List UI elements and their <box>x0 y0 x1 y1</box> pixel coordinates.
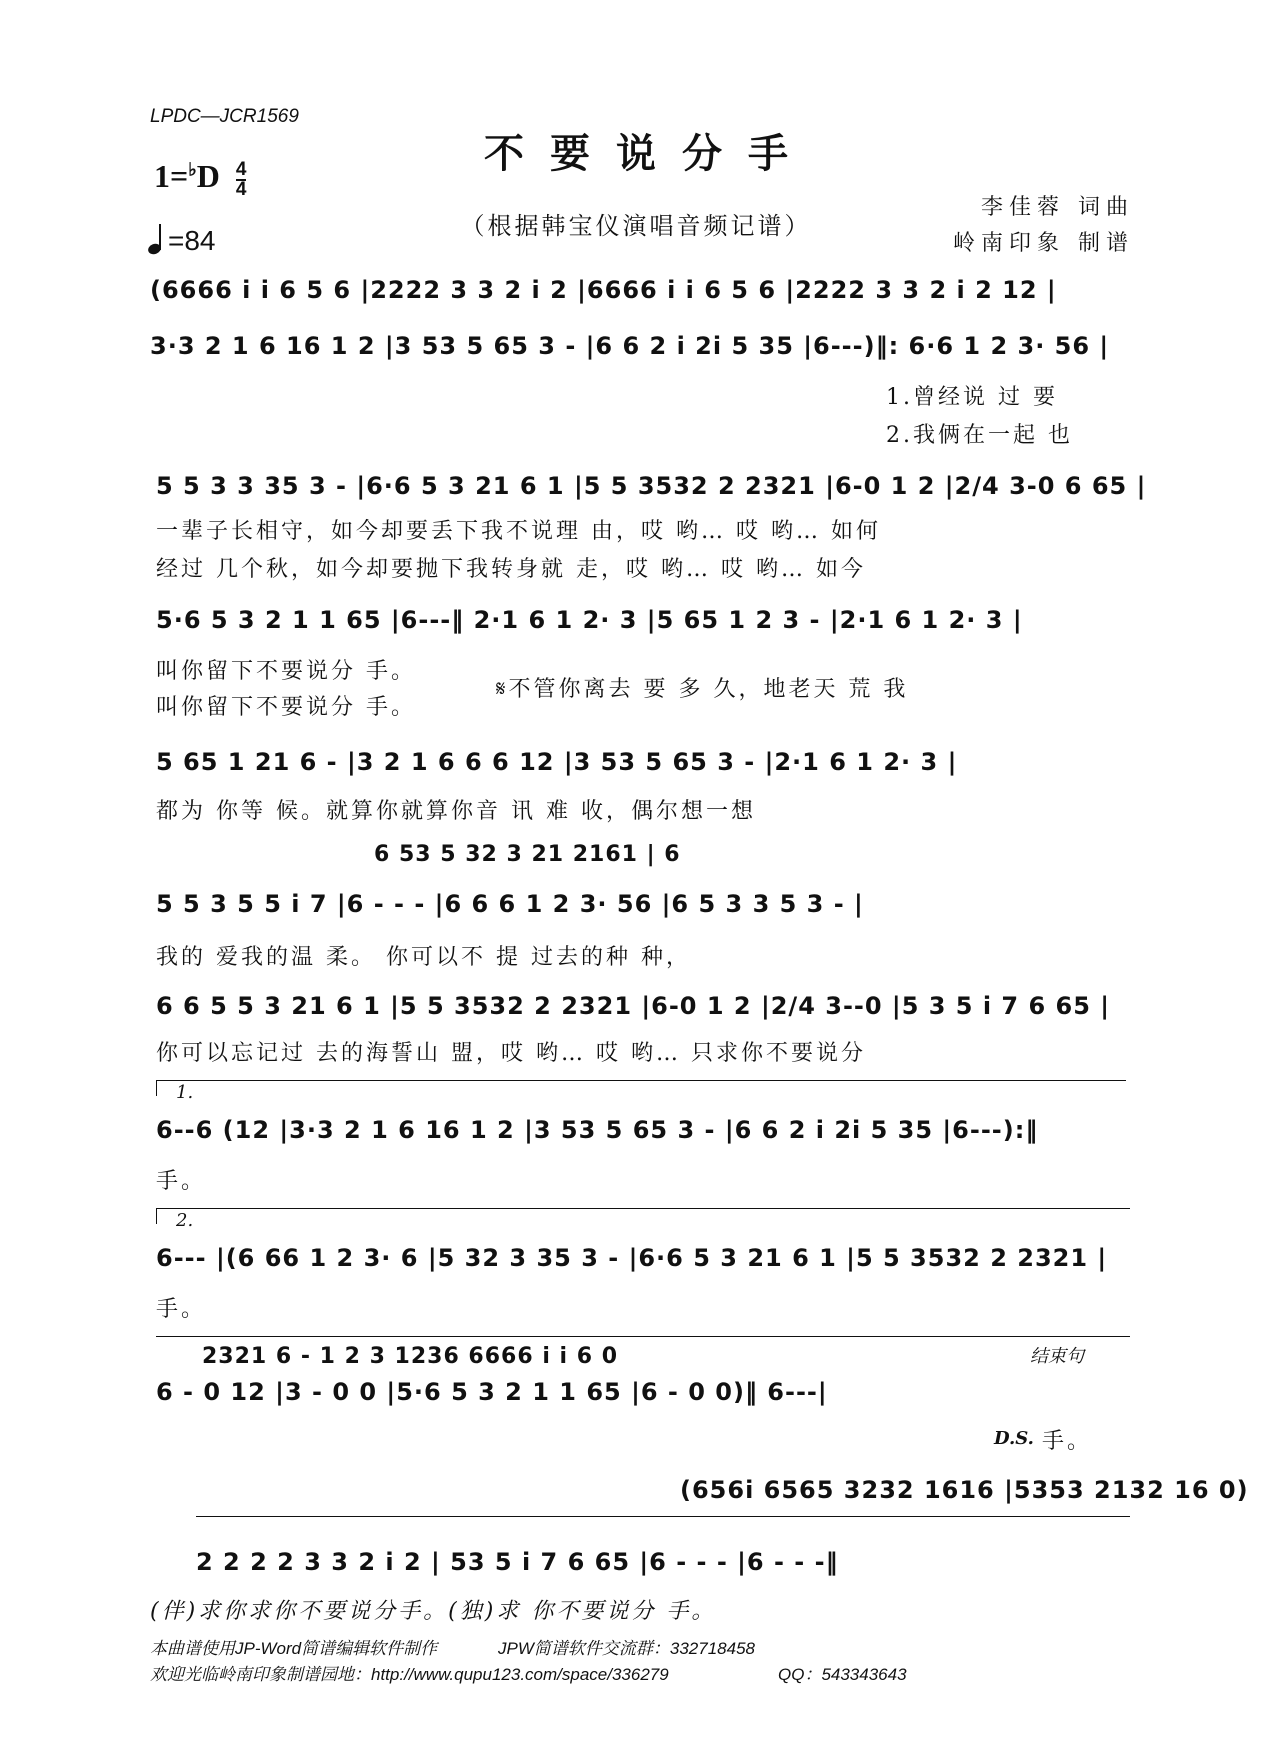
score-line: 6--- |(6 66 1 2 3· 6 |5 32 3 35 3 - |6·6 5 3 21 6 1 |5 5 3532 2 2321 | <box>156 1244 1108 1272</box>
lyric-line: 手。 <box>1042 1429 1093 1454</box>
lyric-line-chorus: 𝄋不管你离去 要 多 久，地老天 荒 我 <box>496 677 909 702</box>
lyric-line: 2.我俩在一起 也 <box>886 423 1073 448</box>
score-line: 5·6 5 3 2 1 1 65 |6---‖ 2·1 6 1 2· 3 |5 65 1 2 3 - |2·1 6 1 2· 3 | <box>156 606 1023 634</box>
volta-label: 2. <box>176 1210 194 1231</box>
lyric-line: 手。 <box>156 1169 207 1194</box>
lyric-line: (伴)求你求你不要说分手。(独)求 你不要说分 手。 <box>150 1599 717 1624</box>
volta-bracket <box>156 1080 1126 1081</box>
time-signature <box>235 158 247 200</box>
score-line: 2 2 2 2 3 3 2 i 2 | 53 5 i 7 6 65 |6 - - - |6 - - -‖ <box>196 1548 839 1576</box>
flat-sign: ♭ <box>188 159 197 180</box>
score-line: 5 5 3 5 5 i 7 |6 - - - |6 6 6 1 2 3· 56 |6 5 3 3 5 3 - | <box>156 890 864 918</box>
lyric-line: 叫你留下不要说分 手。 <box>156 695 416 720</box>
lyric-line: 手。 <box>156 1297 207 1322</box>
ds-marking: D.S. <box>994 1428 1034 1449</box>
lyric-line: 我的 爱我的温 柔。 你可以不 提 过去的种 种， <box>156 945 691 970</box>
footer-group: JPW简谱软件交流群：332718458 <box>498 1639 755 1658</box>
ossia-line: 2321 6 - 1 2 3 1236 6666 i i 6 0 <box>202 1344 619 1369</box>
score-line: 5 65 1 21 6 - |3 2 1 6 6 6 12 |3 53 5 65 3 - |2·1 6 1 2· 3 | <box>156 748 958 776</box>
footer-software: 本曲谱使用JP-Word简谱编辑软件制作 <box>150 1639 438 1658</box>
credit-score: 岭南印象 制谱 <box>953 231 1134 256</box>
ossia-line: 6 53 5 32 3 21 2161 | 6 <box>374 842 681 867</box>
score-line: 6 - 0 12 |3 - 0 0 |5·6 5 3 2 1 1 65 |6 - 0 0)‖ 6---| <box>156 1378 828 1406</box>
lyric-line: 叫你留下不要说分 手。 <box>156 659 416 684</box>
footer-qq: QQ：543343643 <box>778 1665 907 1684</box>
staff-divider <box>156 1336 1130 1337</box>
volta-label: 1. <box>176 1082 194 1103</box>
score-line: 5 5 3 3 35 3 - |6·6 5 3 21 6 1 |5 5 3532 2 2321 |6-0 1 2 |2/4 3-0 6 65 | <box>156 472 1147 500</box>
key-signature <box>154 158 246 199</box>
score-line: 6 6 5 5 3 21 6 1 |5 5 3532 2 2321 |6-0 1 2 |2/4 3--0 |5 3 5 i 7 6 65 | <box>156 992 1111 1020</box>
ending-label: 结束句 <box>1030 1346 1084 1367</box>
lyric-line: 你可以忘记过 去的海誓山 盟，哎 哟… 哎 哟… 只求你不要说分 <box>156 1041 866 1066</box>
time-signature-top: 4 <box>235 158 247 180</box>
staff-divider <box>196 1516 1130 1517</box>
volta-bracket-edge <box>156 1208 157 1224</box>
footer-website: 欢迎光临岭南印象制谱园地：http://www.qupu123.com/space/336279 <box>150 1665 669 1684</box>
key-prefix: 1= <box>154 158 189 194</box>
lyric-line: 1.曾经说 过 要 <box>886 385 1058 410</box>
score-line: (6666 i i 6 5 6 |2222 3 3 2 i 2 |6666 i i 6 5 6 |2222 3 3 2 i 2 12 | <box>150 276 1057 304</box>
score-line: (656i 6565 3232 1616 |5353 2132 16 0) <box>680 1476 1249 1504</box>
score-line: 6--6 (12 |3·3 2 1 6 16 1 2 |3 53 5 65 3 - |6 6 2 i 2i 5 35 |6---):‖ <box>156 1116 1039 1144</box>
key-note: D <box>196 158 220 194</box>
subtitle: （根据韩宝仪演唱音频记谱） <box>460 212 812 240</box>
volta-bracket-edge <box>156 1080 157 1096</box>
lyric-line: 都为 你等 候。就算你就算你音 讯 难 收，偶尔想一想 <box>156 799 756 824</box>
lyric-line: 经过 几个秋，如今却要抛下我转身就 走，哎 哟… 哎 哟… 如今 <box>156 557 866 582</box>
page-title: 不要说分手 <box>484 130 814 177</box>
score-code: LPDC—JCR1569 <box>150 106 299 127</box>
credit-words: 李佳蓉 词曲 <box>981 195 1134 220</box>
volta-bracket <box>156 1208 1130 1209</box>
score-line: 3·3 2 1 6 16 1 2 |3 53 5 65 3 - |6 6 2 i 2i 5 35 |6---)‖: 6·6 1 2 3· 56 | <box>150 332 1110 360</box>
lyric-line: 一辈子长相守，如今却要丢下我不说理 由，哎 哟… 哎 哟… 如何 <box>156 519 881 544</box>
tempo-value: =84 <box>168 225 216 256</box>
time-signature-bottom: 4 <box>235 178 247 200</box>
